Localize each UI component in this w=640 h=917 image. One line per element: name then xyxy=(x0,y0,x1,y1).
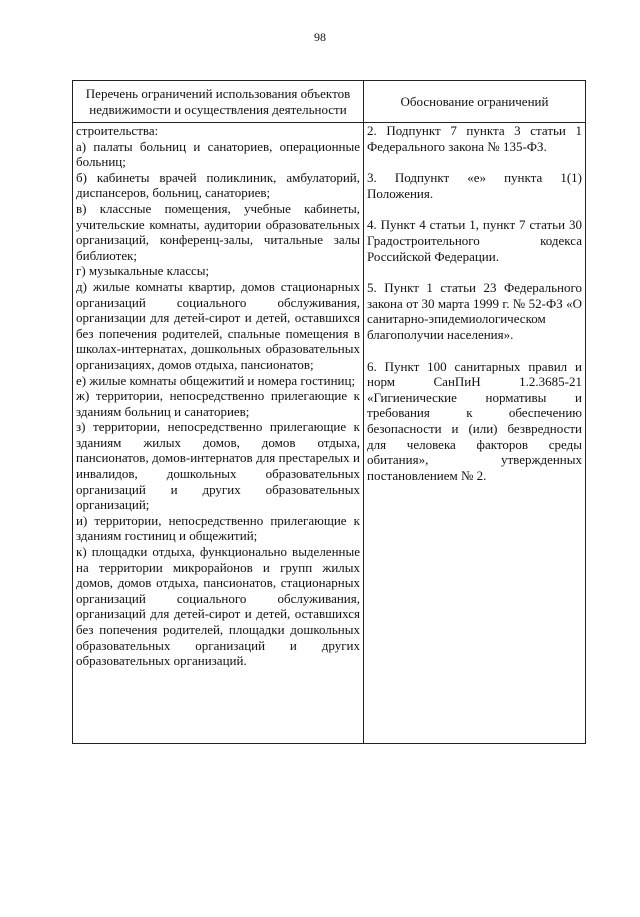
restriction-item: к) площадки отдыха, функционально выделенные на территории микрорайонов и групп жилых домов, домов отдыха, пансионатов, стационарных организаций социального обслуживания, организаций для детей-сирот и детей, оставшихся без попечения родителей, площадки дошкольных образовательных организаций и других образовательных организаций. xyxy=(76,544,360,669)
basis-item: 6. Пункт 100 санитарных правил и норм СанПиН 1.2.3685-21 «Гигиенические нормативы и требования к обеспечению безопасности и (или) безвредности для человека факторов среды обитания», утвержденных постановлением № 2. xyxy=(367,358,582,483)
restrictions-cell xyxy=(73,123,364,744)
header-basis: Обоснование ограничений xyxy=(364,81,586,123)
restrictions-table xyxy=(72,80,586,744)
restriction-item: и) территории, непосредственно прилегающие к зданиям гостиниц и общежитий; xyxy=(76,512,360,544)
restriction-item: е) жилые комнаты общежитий и номера гостиниц; xyxy=(76,372,356,388)
basis-item: 3. Подпункт «е» пункта 1(1) Положения. xyxy=(367,170,582,201)
restriction-item: строительства: xyxy=(76,123,159,138)
restriction-item: з) территории, непосредственно прилегающие к зданиям жилых домов, домов отдыха, пансионатов, домов-интернатов для престарелых и инвалидов, дошкольных образовательных организаций и других образовательных организаций; xyxy=(76,419,360,513)
basis-item: 2. Подпункт 7 пункта 3 статьи 1 Федерального закона № 135-ФЗ. xyxy=(367,123,582,154)
page-number: 98 xyxy=(314,30,326,44)
restriction-item: б) кабинеты врачей поликлиник, амбулаторий, диспансеров, больниц, санаториев; xyxy=(76,169,360,201)
table-row xyxy=(73,123,586,744)
header-restrictions: Перечень ограничений использования объектов недвижимости и осуществления деятельности xyxy=(73,81,364,123)
restriction-item: г) музыкальные классы; xyxy=(76,263,210,279)
restriction-item: д) жилые комнаты квартир, домов стационарных организаций социального обслуживания, организации для детей-сирот и детей, оставшихся без попечения родителей, спальные помещения в школах-интернатах, дошкольных образовательных организациях, домов отдыха, пансионатов; xyxy=(76,278,360,372)
restriction-item: в) классные помещения, учебные кабинеты, учительские комнаты, аудитории образовательных организаций, конференц-залы, читальные залы библиотек; xyxy=(76,200,360,263)
basis-cell xyxy=(364,123,586,744)
basis-item: 4. Пункт 4 статьи 1, пункт 7 статьи 30 Градостроительного кодекса Российской Федерации. xyxy=(367,217,582,264)
restriction-item: а) палаты больниц и санаториев, операционные больниц; xyxy=(76,138,360,170)
basis-item: 5. Пункт 1 статьи 23 Федерального закона от 30 марта 1999 г. № 52-ФЗ «О санитарно-эпидемиологическом благополучии населения». xyxy=(367,280,582,342)
table-header-row xyxy=(73,81,586,123)
restriction-item: ж) территории, непосредственно прилегающие к зданиям больниц и санаториев; xyxy=(76,388,360,419)
